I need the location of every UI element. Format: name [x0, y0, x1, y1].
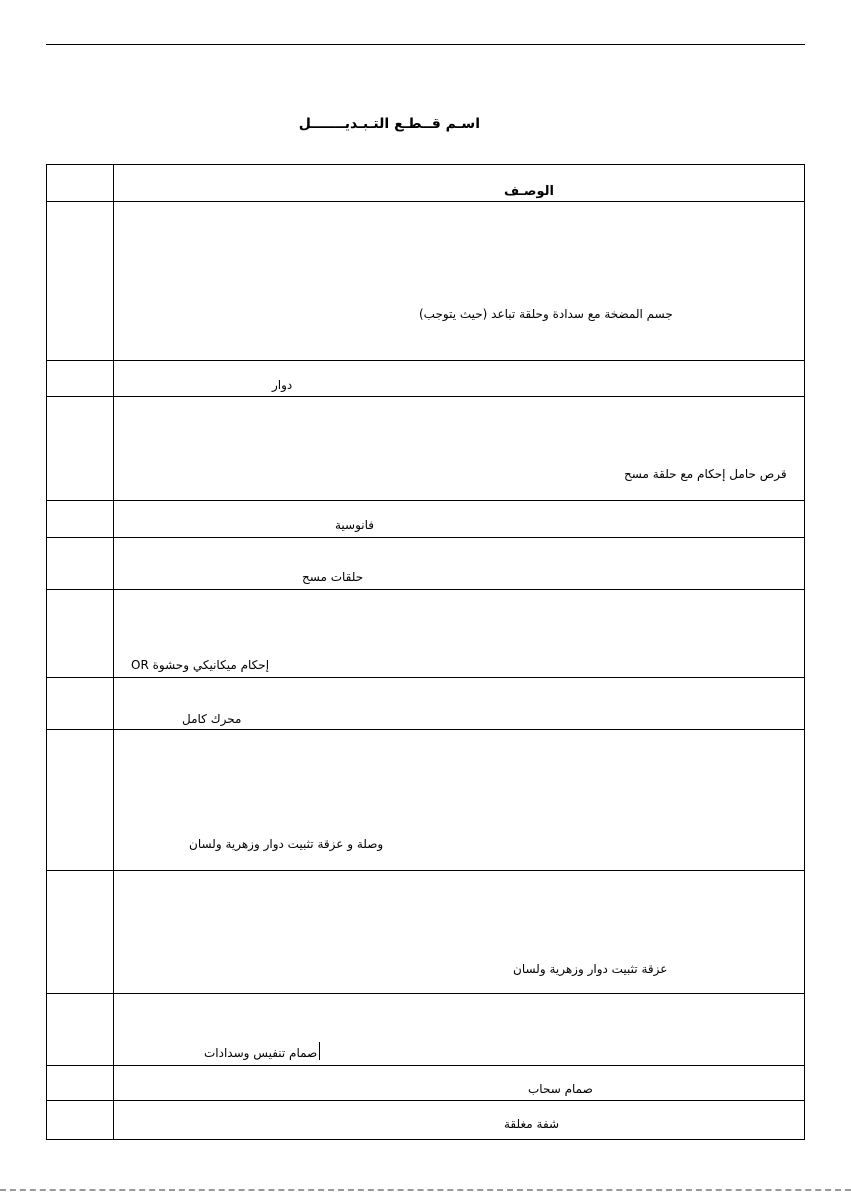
row-9-description: عزقة تثبيت دوار وزهرية ولسان: [513, 962, 668, 976]
row-10-description: صمام تنفيس وسدادات: [204, 1046, 318, 1060]
row-8-description: وصلة و عزقة تثبيت دوار وزهرية ولسان: [189, 837, 384, 851]
row-3-description: قرص حامل إحكام مع حلقة مسح: [624, 467, 787, 481]
row-divider: [47, 201, 804, 202]
header-rule: [46, 44, 805, 45]
row-divider: [47, 537, 804, 538]
row-4-description: فانوسية: [335, 518, 375, 532]
row-5-description: حلقات مسح: [302, 570, 364, 584]
row-6-description: إحكام ميكانيكي وحشوة OR: [131, 658, 270, 672]
row-divider: [47, 993, 804, 994]
text-cursor-mark: [319, 1042, 320, 1060]
row-divider: [47, 677, 804, 678]
row-divider: [47, 1100, 804, 1101]
row-divider: [47, 360, 804, 361]
row-divider: [47, 729, 804, 730]
header-description: الوصـف: [504, 184, 554, 199]
row-11-description: صمام سحاب: [528, 1082, 593, 1096]
spare-parts-table: [46, 164, 805, 1140]
row-divider: [47, 1065, 804, 1066]
page-bottom-edge: [0, 1189, 851, 1191]
row-divider: [47, 870, 804, 871]
row-divider: [47, 396, 804, 397]
row-1-description: جسم المضخة مع سدادة وحلقة تباعد (حيث يتوجب): [419, 307, 673, 321]
row-divider: [47, 500, 804, 501]
document-title: اسـم قــطـع التـبـديـــــــل: [298, 116, 480, 132]
row-7-description: محرك كامل: [182, 712, 242, 726]
row-12-description: شفة مغلقة: [504, 1117, 560, 1131]
row-divider: [47, 589, 804, 590]
row-2-description: دوار: [272, 378, 293, 392]
